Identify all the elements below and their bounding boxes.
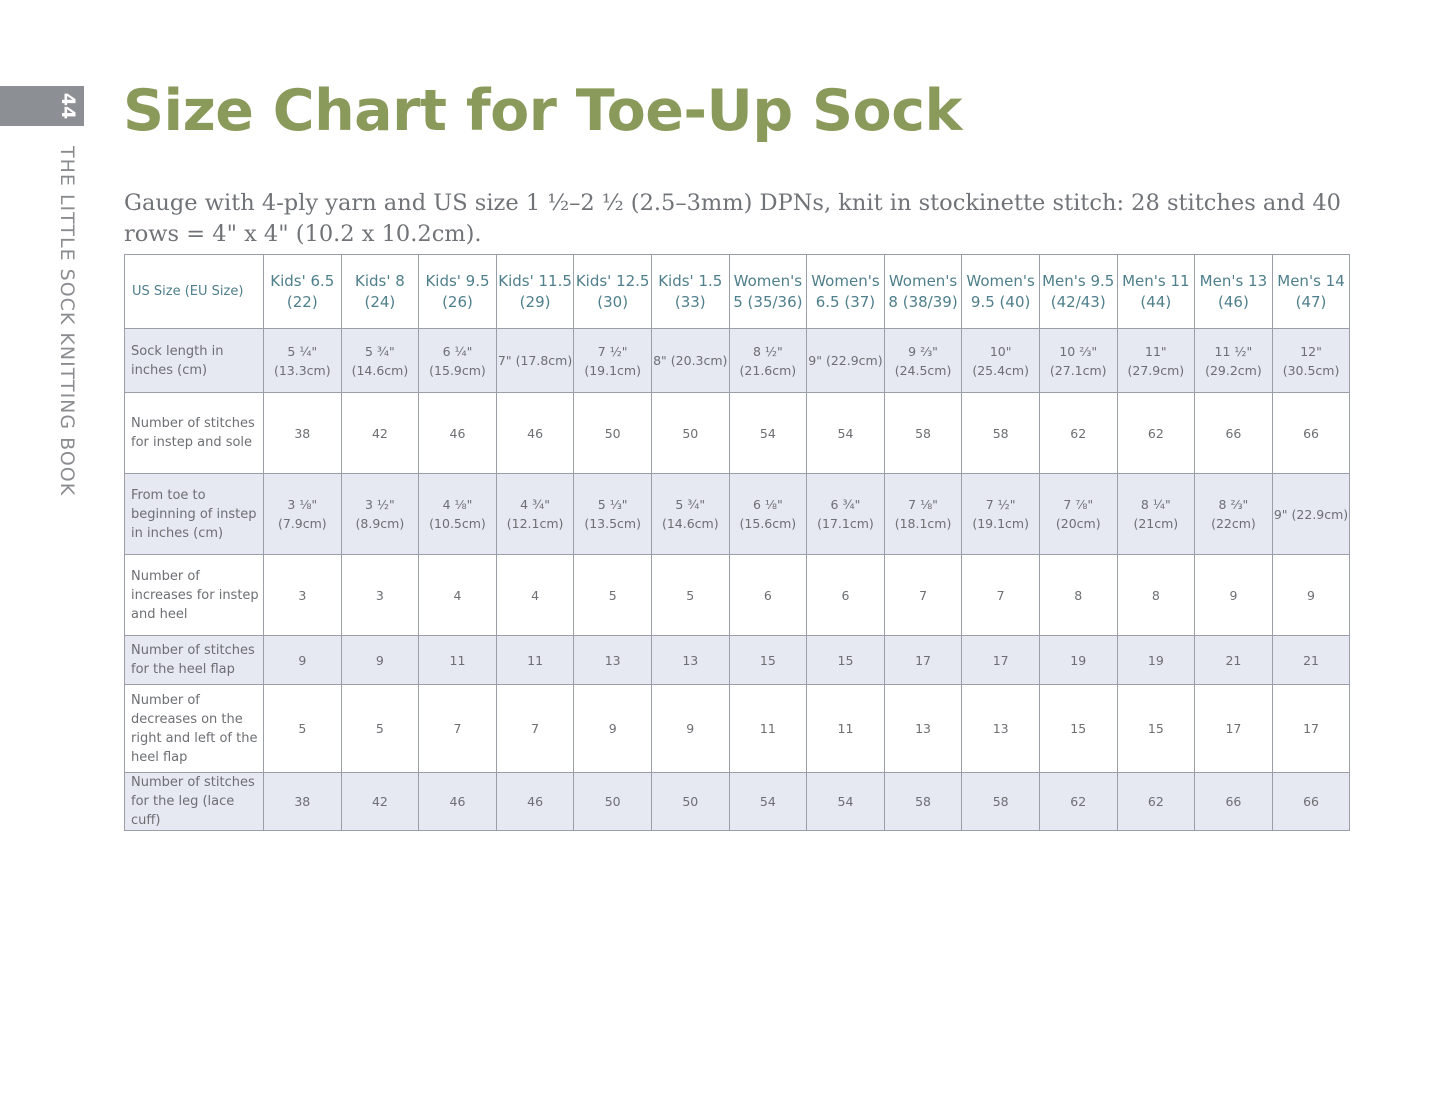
table-cell: 11 — [496, 636, 574, 685]
row-label: Number of stitches for the heel flap — [125, 636, 264, 685]
table-cell: 9 ⅔" (24.5cm) — [884, 329, 962, 393]
column-header: Men's 13 (46) — [1195, 255, 1273, 329]
table-row — [125, 474, 1350, 555]
table-cell: 9" (22.9cm) — [1272, 474, 1350, 555]
table-cell: 6 — [807, 555, 885, 636]
running-head: THE LITTLE SOCK KNITTING BOOK — [56, 146, 78, 497]
table-cell: 50 — [651, 773, 729, 831]
table-cell: 66 — [1195, 773, 1273, 831]
table-cell: 6 ¼" (15.9cm) — [419, 329, 497, 393]
table-cell: 13 — [962, 685, 1040, 773]
table-cell: 9 — [341, 636, 419, 685]
table-cell: 7 ⅛" (18.1cm) — [884, 474, 962, 555]
table-cell: 54 — [729, 393, 807, 474]
table-cell: 5 — [651, 555, 729, 636]
table-cell: 6 — [729, 555, 807, 636]
table-cell: 15 — [1117, 685, 1195, 773]
table-cell: 10" (25.4cm) — [962, 329, 1040, 393]
row-label: Number of stitches for instep and sole — [125, 393, 264, 474]
table-cell: 5 — [264, 685, 342, 773]
table-cell: 58 — [962, 393, 1040, 474]
table-cell: 9 — [264, 636, 342, 685]
table-row — [125, 555, 1350, 636]
row-label: Number of increases for instep and heel — [125, 555, 264, 636]
column-header: Kids' 11.5 (29) — [496, 255, 574, 329]
column-header: Women's 8 (38/39) — [884, 255, 962, 329]
table-row — [125, 685, 1350, 773]
table-cell: 8 ¼" (21cm) — [1117, 474, 1195, 555]
table-cell: 66 — [1272, 773, 1350, 831]
table-cell: 6 ¾" (17.1cm) — [807, 474, 885, 555]
table-cell: 62 — [1117, 773, 1195, 831]
column-header: Men's 9.5 (42/43) — [1039, 255, 1117, 329]
table-cell: 15 — [807, 636, 885, 685]
table-cell: 21 — [1195, 636, 1273, 685]
table-cell: 7 — [884, 555, 962, 636]
column-header: Kids' 9.5 (26) — [419, 255, 497, 329]
table-cell: 8 — [1039, 555, 1117, 636]
table-cell: 66 — [1272, 393, 1350, 474]
table-cell: 42 — [341, 393, 419, 474]
table-cell: 9 — [651, 685, 729, 773]
table-cell: 54 — [807, 393, 885, 474]
page-number: 44 — [57, 92, 79, 120]
table-cell: 11" (27.9cm) — [1117, 329, 1195, 393]
table-cell: 58 — [884, 393, 962, 474]
table-cell: 17 — [1195, 685, 1273, 773]
column-header: Men's 14 (47) — [1272, 255, 1350, 329]
table-cell: 5 ¼" (13.3cm) — [264, 329, 342, 393]
table-cell: 4 ⅛" (10.5cm) — [419, 474, 497, 555]
table-cell: 7 — [419, 685, 497, 773]
table-cell: 5 ¾" (14.6cm) — [651, 474, 729, 555]
table-row — [125, 773, 1350, 831]
table-cell: 42 — [341, 773, 419, 831]
table-cell: 19 — [1039, 636, 1117, 685]
row-label: Number of decreases on the right and left of the heel flap — [125, 685, 264, 773]
table-cell: 58 — [884, 773, 962, 831]
table-cell: 46 — [419, 393, 497, 474]
table-cell: 19 — [1117, 636, 1195, 685]
table-cell: 5 ¾" (14.6cm) — [341, 329, 419, 393]
column-header: Women's 5 (35/36) — [729, 255, 807, 329]
table-cell: 54 — [807, 773, 885, 831]
table-cell: 8 ⅔" (22cm) — [1195, 474, 1273, 555]
table-cell: 5 — [574, 555, 652, 636]
table-cell: 4 ¾" (12.1cm) — [496, 474, 574, 555]
table-cell: 5 ⅓" (13.5cm) — [574, 474, 652, 555]
column-header: Women's 9.5 (40) — [962, 255, 1040, 329]
table-cell: 13 — [884, 685, 962, 773]
table-cell: 58 — [962, 773, 1040, 831]
table-cell: 3 ½" (8.9cm) — [341, 474, 419, 555]
column-header: Kids' 1.5 (33) — [651, 255, 729, 329]
table-cell: 8" (20.3cm) — [651, 329, 729, 393]
table-cell: 5 — [341, 685, 419, 773]
table-cell: 15 — [729, 636, 807, 685]
table-row — [125, 636, 1350, 685]
table-cell: 7 — [962, 555, 1040, 636]
table-cell: 8 ½" (21.6cm) — [729, 329, 807, 393]
table-cell: 46 — [419, 773, 497, 831]
table-cell: 21 — [1272, 636, 1350, 685]
table-cell: 54 — [729, 773, 807, 831]
table-cell: 4 — [419, 555, 497, 636]
table-row — [125, 393, 1350, 474]
corner-header: US Size (EU Size) — [125, 255, 264, 329]
table-body — [125, 329, 1350, 831]
table-cell: 9 — [1195, 555, 1273, 636]
table-cell: 12" (30.5cm) — [1272, 329, 1350, 393]
table-cell: 11 ½" (29.2cm) — [1195, 329, 1273, 393]
table-cell: 4 — [496, 555, 574, 636]
table-cell: 7 ½" (19.1cm) — [962, 474, 1040, 555]
table-cell: 9" (22.9cm) — [807, 329, 885, 393]
table-cell: 50 — [574, 393, 652, 474]
column-header: Kids' 6.5 (22) — [264, 255, 342, 329]
table-cell: 10 ⅔" (27.1cm) — [1039, 329, 1117, 393]
column-header: Kids' 8 (24) — [341, 255, 419, 329]
page-title: Size Chart for Toe-Up Sock — [123, 78, 962, 144]
column-header: Women's 6.5 (37) — [807, 255, 885, 329]
table-cell: 17 — [962, 636, 1040, 685]
table-cell: 13 — [574, 636, 652, 685]
table-cell: 38 — [264, 393, 342, 474]
gauge-note: Gauge with 4-ply yarn and US size 1 ½–2 ½ (2.5–3mm) DPNs, knit in stockinette stitch: 28 stitches and 40 rows = 4" x 4" (10.2 x 10.2cm). — [124, 190, 1341, 247]
table-cell: 15 — [1039, 685, 1117, 773]
table-cell: 66 — [1195, 393, 1273, 474]
table-cell: 46 — [496, 393, 574, 474]
row-label: From toe to beginning of instep in inches (cm) — [125, 474, 264, 555]
column-header: Kids' 12.5 (30) — [574, 255, 652, 329]
row-label: Number of stitches for the leg (lace cuff) — [125, 773, 264, 831]
table-cell: 3 — [264, 555, 342, 636]
table-cell: 8 — [1117, 555, 1195, 636]
table-cell: 9 — [1272, 555, 1350, 636]
table-cell: 7 ½" (19.1cm) — [574, 329, 652, 393]
table-cell: 13 — [651, 636, 729, 685]
table-cell: 62 — [1039, 393, 1117, 474]
table-cell: 7 ⅞" (20cm) — [1039, 474, 1117, 555]
table-cell: 7 — [496, 685, 574, 773]
table-cell: 50 — [574, 773, 652, 831]
size-chart-table — [124, 254, 1350, 831]
table-cell: 7" (17.8cm) — [496, 329, 574, 393]
table-cell: 11 — [729, 685, 807, 773]
table-cell: 50 — [651, 393, 729, 474]
table-cell: 46 — [496, 773, 574, 831]
table-cell: 17 — [884, 636, 962, 685]
table-cell: 3 — [341, 555, 419, 636]
table-cell: 11 — [419, 636, 497, 685]
table-row — [125, 329, 1350, 393]
row-label: Sock length in inches (cm) — [125, 329, 264, 393]
column-header: Men's 11 (44) — [1117, 255, 1195, 329]
table-header-row — [125, 255, 1350, 329]
table-cell: 11 — [807, 685, 885, 773]
table-cell: 9 — [574, 685, 652, 773]
table-cell: 17 — [1272, 685, 1350, 773]
table-cell: 62 — [1117, 393, 1195, 474]
table-cell: 6 ⅛" (15.6cm) — [729, 474, 807, 555]
table-cell: 62 — [1039, 773, 1117, 831]
table-cell: 3 ⅛" (7.9cm) — [264, 474, 342, 555]
table-cell: 38 — [264, 773, 342, 831]
